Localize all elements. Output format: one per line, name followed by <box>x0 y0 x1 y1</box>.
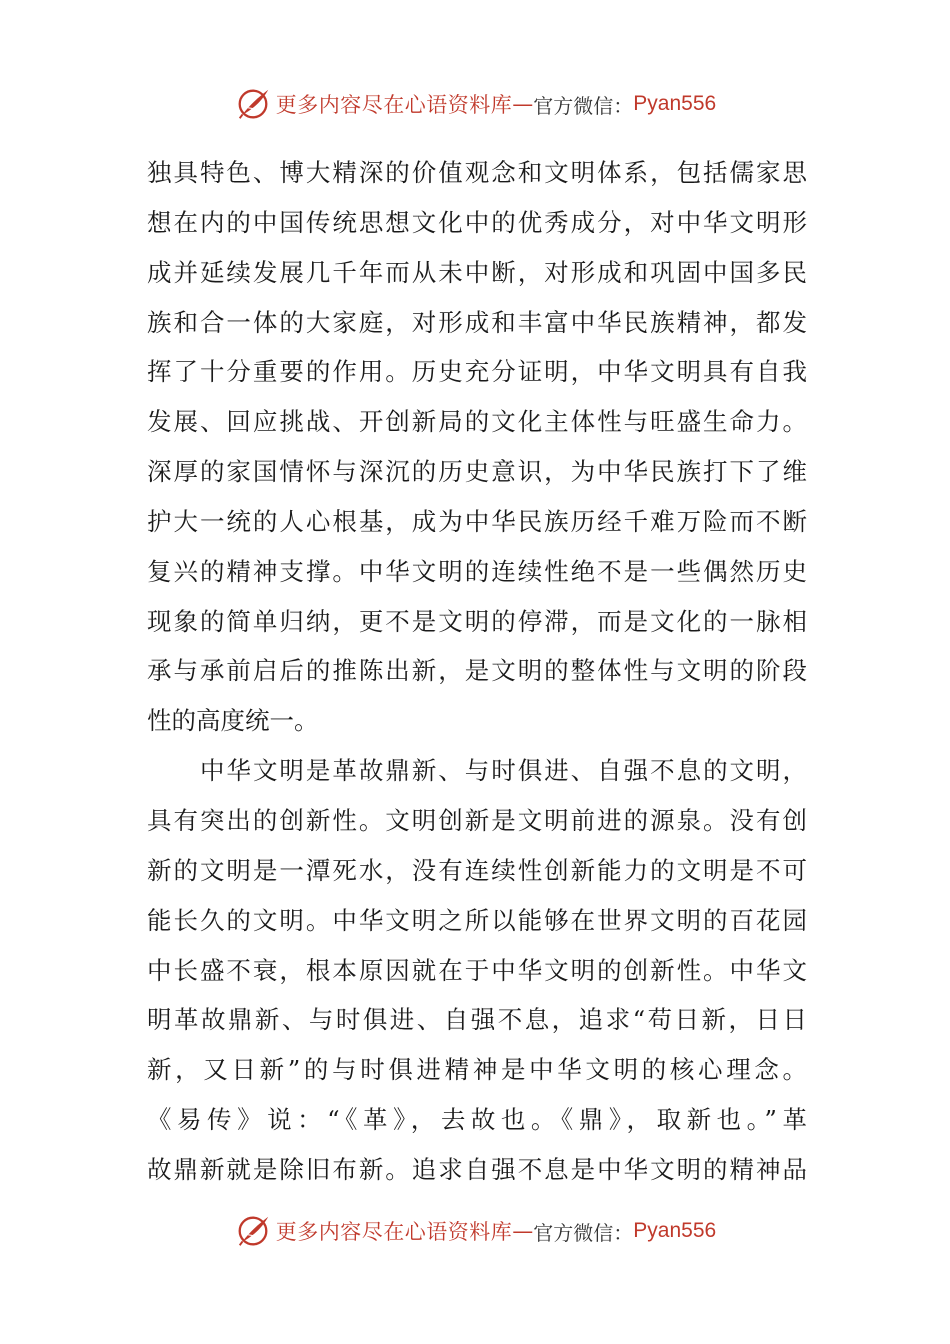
brand-text: 更多内容尽在心语资料库 <box>275 1220 513 1244</box>
text-line: 成并延续发展几千年而从未中断，对形成和巩固中国多民 <box>147 257 807 287</box>
document-body <box>147 148 807 1195</box>
text-line: 能长久的文明。中华文明之所以能够在世界文明的百花园 <box>147 905 807 935</box>
banner-separator: — <box>512 1219 534 1243</box>
footer-banner <box>0 1211 950 1251</box>
text-line: 《易传》说：“《革》，去故也。《鼎》，取新也。”革 <box>147 1105 807 1135</box>
quill-logo-icon <box>234 85 272 123</box>
text-line: 明革故鼎新、与时俱进、自强不息，追求“苟日新，日日 <box>147 1005 807 1035</box>
brand-text: 更多内容尽在心语资料库 <box>275 93 513 117</box>
text-line: 想在内的中国传统思想文化中的优秀成分，对中华文明形 <box>147 207 807 237</box>
paragraph-end-line: 性的高度统一。 <box>147 706 319 736</box>
wechat-id: Pyan556 <box>633 92 717 115</box>
header-banner <box>0 84 950 124</box>
banner-separator: — <box>512 92 534 116</box>
text-line: 发展、回应挑战、开创新局的文化主体性与旺盛生命力。 <box>147 407 807 437</box>
wechat-label: 官方微信： <box>533 1220 634 1245</box>
text-line: 现象的简单归纳，更不是文明的停滞，而是文化的一脉相 <box>147 606 807 636</box>
text-line: 挥了十分重要的作用。历史充分证明，中华文明具有自我 <box>147 357 807 387</box>
text-line: 具有突出的创新性。文明创新是文明前进的源泉。没有创 <box>147 805 807 835</box>
text-line: 族和合一体的大家庭，对形成和丰富中华民族精神，都发 <box>147 307 807 337</box>
wechat-label: 官方微信： <box>533 93 634 118</box>
text-line: 深厚的家国情怀与深沉的历史意识，为中华民族打下了维 <box>147 457 807 487</box>
text-line: 故鼎新就是除旧布新。追求自强不息是中华文明的精神品 <box>147 1154 807 1184</box>
wechat-id: Pyan556 <box>633 1219 717 1242</box>
text-line: 护大一统的人心根基，成为中华民族历经千难万险而不断 <box>147 506 807 536</box>
text-line: 复兴的精神支撑。中华文明的连续性绝不是一些偶然历史 <box>147 556 807 586</box>
paragraph-start-line: 中华文明是革故鼎新、与时俱进、自强不息的文明， <box>200 756 807 786</box>
text-line: 新，又日新”的与时俱进精神是中华文明的核心理念。 <box>147 1055 807 1085</box>
quill-logo-icon <box>234 1212 272 1250</box>
text-line: 独具特色、博大精深的价值观念和文明体系，包括儒家思 <box>147 158 807 187</box>
text-line: 中长盛不衰，根本原因就在于中华文明的创新性。中华文 <box>147 955 807 985</box>
text-line: 承与承前启后的推陈出新，是文明的整体性与文明的阶段 <box>147 656 807 686</box>
text-line: 新的文明是一潭死水，没有连续性创新能力的文明是不可 <box>147 855 807 885</box>
